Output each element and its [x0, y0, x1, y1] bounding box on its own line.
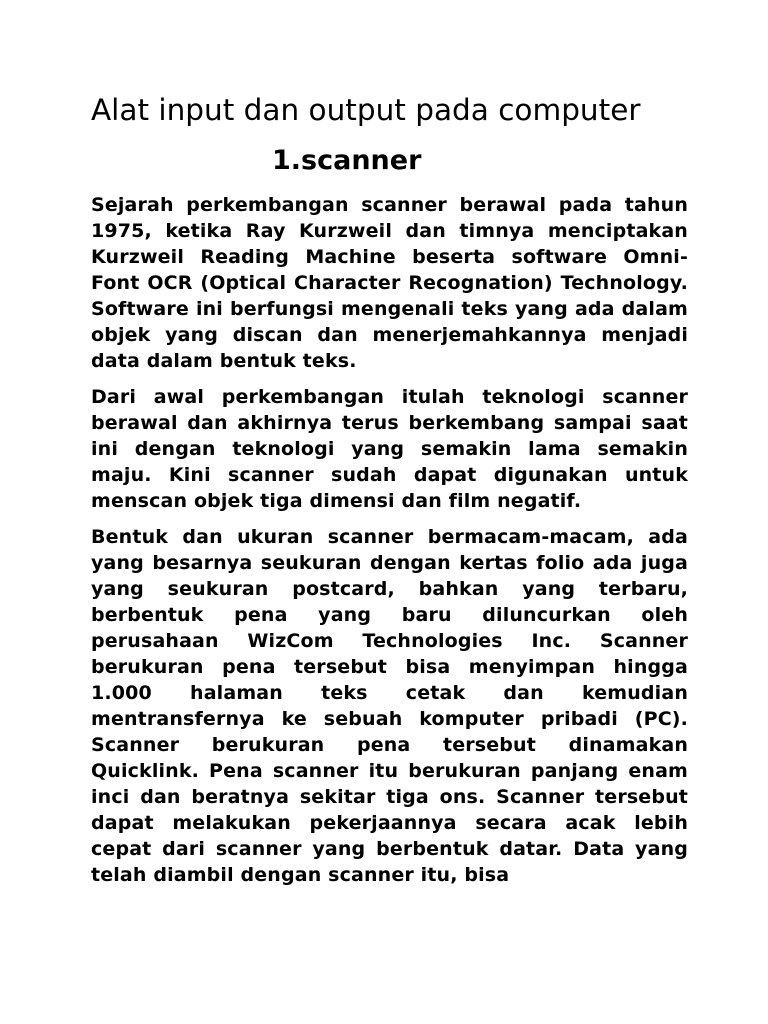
document-body — [91, 192, 688, 898]
paragraph-history: Sejarah perkembangan scanner berawal pada tahun 1975, ketika Ray Kurzweil dan timnya menciptakan Kurzweil Reading Machine beserta software Omni-Font OCR (Optical Character Recognation) Technology. Software ini berfungsi mengenali teks yang ada dalam objek yang discan dan menerjemahkannya menjadi data dalam bentuk teks. — [91, 194, 688, 372]
paragraph-shapes-and-sizes: Bentuk dan ukuran scanner bermacam-macam, ada yang besarnya seukuran dengan kertas folio ada juga yang seukuran postcard, bahkan yang terbaru, berbentuk pena yang baru diluncurkan oleh perusahaan WizCom Technologies Inc. Scanner berukuran pena tersebut bisa menyimpan hingga 1.000 halaman teks cetak dan kemudian mentransfernya ke sebuah komputer pribadi (PC). Scanner berukuran pena tersebut dinamakan Quicklink. Pena scanner itu berukuran panjang enam inci dan beratnya sekitar tiga ons. Scanner tersebut dapat melakukan pekerjaannya secara acak lebih cepat dari scanner yang berbentuk datar. Data yang telah diambil dengan scanner itu, bisa — [91, 526, 688, 886]
section-heading: 1.scanner — [272, 145, 422, 176]
document-title: Alat input dan output pada computer — [91, 93, 641, 127]
paragraph-development: Dari awal perkembangan itulah teknologi scanner berawal dan akhirnya terus berkembang sampai saat ini dengan teknologi yang semakin lama semakin maju. Kini scanner sudah dapat digunakan untuk menscan objek tiga dimensi dan film negatif. — [91, 386, 688, 512]
